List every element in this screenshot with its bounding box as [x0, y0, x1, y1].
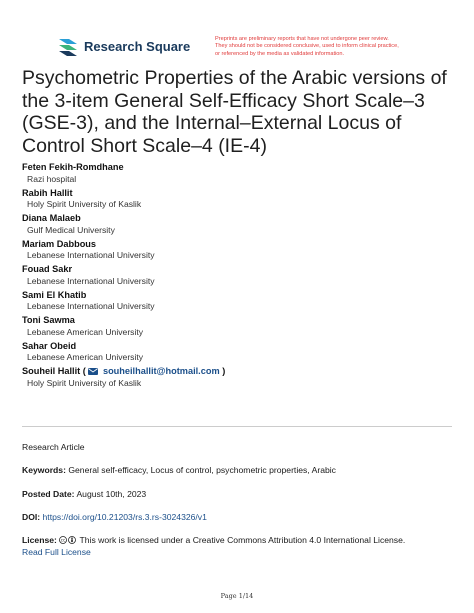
author-name: Feten Fekih-Romdhane — [22, 162, 124, 172]
author-name: Souheil Hallit — [22, 366, 81, 376]
author-affiliation: Lebanese International University — [27, 301, 155, 311]
open-paren: ( — [82, 366, 86, 376]
page-number: Page 1/14 — [220, 592, 254, 600]
keywords-label: Keywords: — [22, 465, 66, 475]
author-name: Diana Malaeb — [22, 213, 81, 223]
preprint-header — [0, 0, 474, 70]
read-full-license-link[interactable]: Read Full License — [22, 547, 91, 557]
author-entry — [22, 213, 452, 236]
author-entry — [22, 315, 452, 338]
email-link[interactable]: souheilhallit@hotmail.com — [102, 366, 220, 376]
posted-date-value: August 10th, 2023 — [76, 489, 147, 499]
author-affiliation: Lebanese American University — [27, 326, 144, 337]
article-type: Research Article — [22, 442, 85, 452]
keywords-value: General self-efficacy, Locus of control, psychometric properties, Arabic — [68, 465, 336, 475]
doi-line — [22, 511, 462, 523]
keywords-line — [22, 464, 462, 476]
author-affiliation: Holy Spirit University of Kaslik — [27, 199, 142, 209]
author-entry — [22, 239, 452, 262]
author-affiliation: Lebanese International University — [27, 250, 155, 260]
author-entry — [22, 341, 452, 364]
author-name: Mariam Dabbous — [22, 238, 97, 249]
author-name: Sami El Khatib — [22, 289, 87, 300]
author-entry — [22, 264, 452, 287]
license-text: This work is licensed under a Creative Commons Attribution 4.0 International License. — [79, 535, 406, 545]
research-square-logo-icon — [57, 36, 79, 56]
close-paren: ) — [222, 366, 226, 376]
author-affiliation: Gulf Medical University — [27, 224, 115, 235]
author-entry — [22, 188, 452, 211]
preprint-disclaimer — [215, 36, 455, 58]
author-name: Toni Sawma — [22, 315, 75, 325]
disclaimer-line: or referenced by the media as validated information. — [215, 50, 345, 57]
author-affiliation: Lebanese American University — [27, 352, 144, 362]
posted-date-label: Posted Date: — [22, 489, 75, 499]
research-square-logo[interactable] — [57, 36, 190, 56]
doi-label: DOI: — [22, 512, 41, 522]
email-icon — [88, 368, 98, 375]
author-affiliation: Razi hospital — [27, 173, 77, 184]
disclaimer-line: Preprints are preliminary reports that have not undergone peer review. — [215, 36, 389, 42]
author-name: Fouad Sakr — [22, 264, 73, 274]
license-block — [22, 534, 462, 558]
disclaimer-line: They should not be considered conclusive, used to inform clinical practice, — [215, 43, 399, 50]
author-name: Sahar Obeid — [22, 340, 77, 351]
creative-commons-icon — [59, 536, 77, 544]
author-name: Rabih Hallit — [22, 187, 73, 198]
author-list — [22, 162, 452, 392]
posted-date-line — [22, 488, 462, 500]
author-affiliation: Lebanese International University — [27, 275, 155, 286]
license-label: License: — [22, 535, 57, 545]
doi-link[interactable]: https://doi.org/10.21203/rs.3.rs-3024326/v1 — [42, 512, 207, 522]
logo-text: Research Square — [84, 38, 191, 54]
license-line — [22, 534, 462, 546]
corresponding-author-entry — [22, 366, 452, 389]
corresponding-author-line — [22, 366, 452, 378]
author-affiliation: Holy Spirit University of Kaslik — [27, 377, 142, 388]
svg-text:cc: cc — [61, 537, 66, 543]
author-entry — [22, 290, 452, 313]
paper-title: Psychometric Properties of the Arabic versions of the 3-item General Self-Efficacy Short Scale–3 (GSE-3), and the Internal–External Locus of Control Short Scale–4 (IE-4) — [22, 67, 447, 157]
author-entry — [22, 162, 452, 185]
section-divider — [22, 426, 452, 427]
